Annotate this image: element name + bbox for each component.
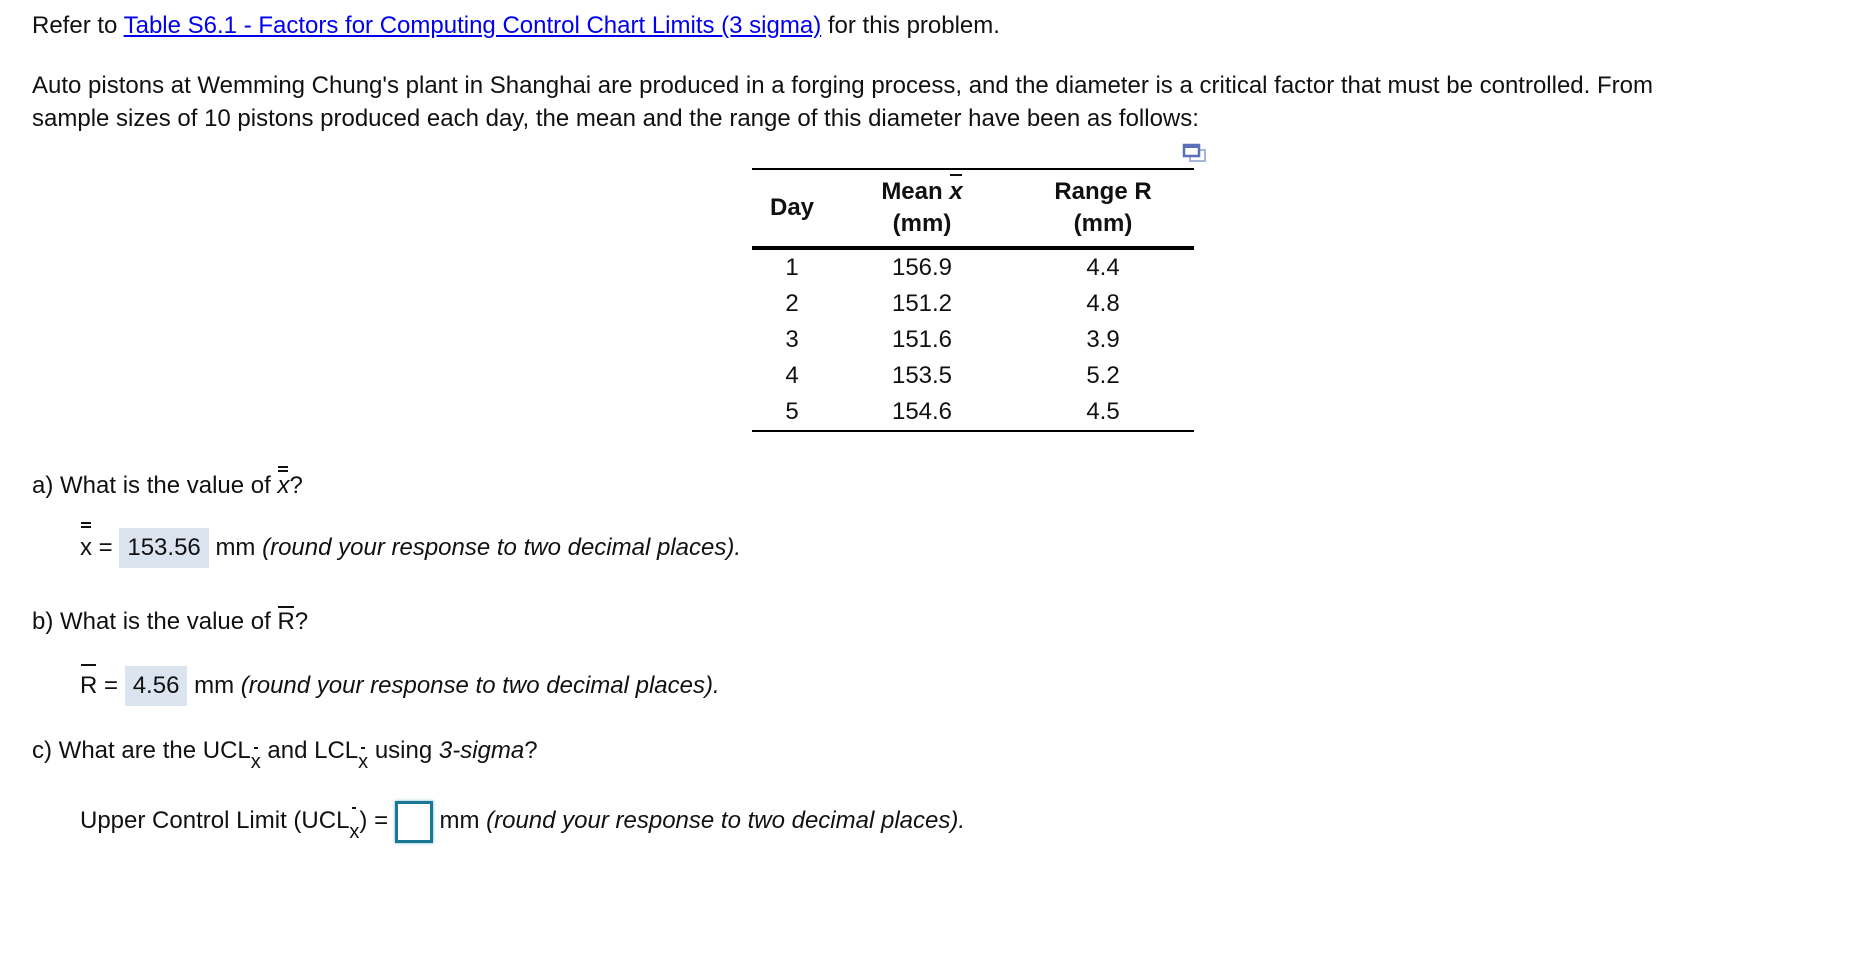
header-mean: Mean x (mm) — [881, 178, 963, 237]
problem-line-2: sample sizes of 10 pistons produced each day, the mean and the range of this diameter have been as follows: — [32, 105, 1199, 132]
cell-mean: 153.5 — [891, 362, 953, 389]
x-bar-subscript: x — [250, 751, 261, 773]
unit-label: mm — [194, 672, 235, 699]
part-c-question: c) What are the UCLx and LCLx using 3-sigma? — [32, 737, 538, 773]
cell-mean: 154.6 — [891, 398, 953, 425]
table-row — [752, 394, 1194, 431]
intro-prefix: Refer to — [32, 12, 124, 39]
cell-mean: 156.9 — [891, 254, 953, 281]
ucl-label: Upper Control Limit (UCLx) = — [80, 807, 388, 834]
table-row — [752, 286, 1194, 322]
problem-line-1: Auto pistons at Wemming Chung's plant in Shanghai are produced in a forging process, and the diameter is a critical factor that must be controlled. From — [32, 72, 1653, 99]
x-double-bar-symbol: x — [80, 528, 92, 568]
cell-day: 1 — [785, 254, 799, 281]
cell-range: 3.9 — [1086, 326, 1120, 353]
cell-day: 3 — [785, 326, 799, 353]
r-bar-symbol: R — [80, 666, 97, 706]
cell-day: 5 — [785, 398, 799, 425]
table-row — [752, 248, 1194, 286]
table-s6-1-link[interactable]: Table S6.1 - Factors for Computing Control Chart Limits (3 sigma) — [123, 12, 822, 39]
cell-mean: 151.2 — [891, 290, 953, 317]
table-header-row — [752, 169, 1194, 248]
r-bar-answer[interactable]: 4.56 — [125, 666, 188, 706]
x-bar-symbol: x — [949, 176, 962, 208]
cell-day: 4 — [785, 362, 799, 389]
piston-data-table — [752, 168, 1194, 432]
table-row — [752, 322, 1194, 358]
cell-mean: 151.6 — [891, 326, 953, 353]
header-range: Range R (mm) — [1054, 178, 1152, 237]
x-bar-subscript: x — [358, 751, 369, 773]
rounding-hint: (round your response to two decimal places). — [262, 534, 741, 561]
cell-range: 4.8 — [1086, 290, 1120, 317]
cell-range: 4.4 — [1086, 254, 1120, 281]
ucl-answer-line — [80, 800, 965, 843]
header-day: Day — [769, 194, 815, 221]
r-bar-symbol: R — [277, 608, 295, 635]
x-double-bar-answer[interactable]: 153.56 — [119, 528, 208, 568]
ucl-input[interactable] — [395, 801, 433, 843]
copy-table-icon[interactable] — [1182, 143, 1208, 165]
unit-label: mm — [439, 807, 480, 834]
cell-day: 2 — [785, 290, 799, 317]
cell-range: 4.5 — [1086, 398, 1120, 425]
cell-range: 5.2 — [1086, 362, 1120, 389]
intro-line — [32, 12, 1000, 40]
x-double-bar-symbol: x — [277, 472, 290, 499]
rounding-hint: (round your response to two decimal places). — [486, 807, 966, 834]
part-a-answer-line: x = 153.56 mm (round your response to two decimal places). — [80, 528, 741, 568]
part-b-answer-line: R = 4.56 mm (round your response to two decimal places). — [80, 666, 720, 706]
part-a-question: a) What is the value of x? — [32, 472, 303, 499]
unit-label: mm — [215, 534, 256, 561]
intro-suffix: for this problem. — [821, 12, 1000, 39]
part-b-question: b) What is the value of R? — [32, 608, 309, 635]
table-row — [752, 358, 1194, 394]
rounding-hint: (round your response to two decimal places). — [240, 672, 720, 699]
